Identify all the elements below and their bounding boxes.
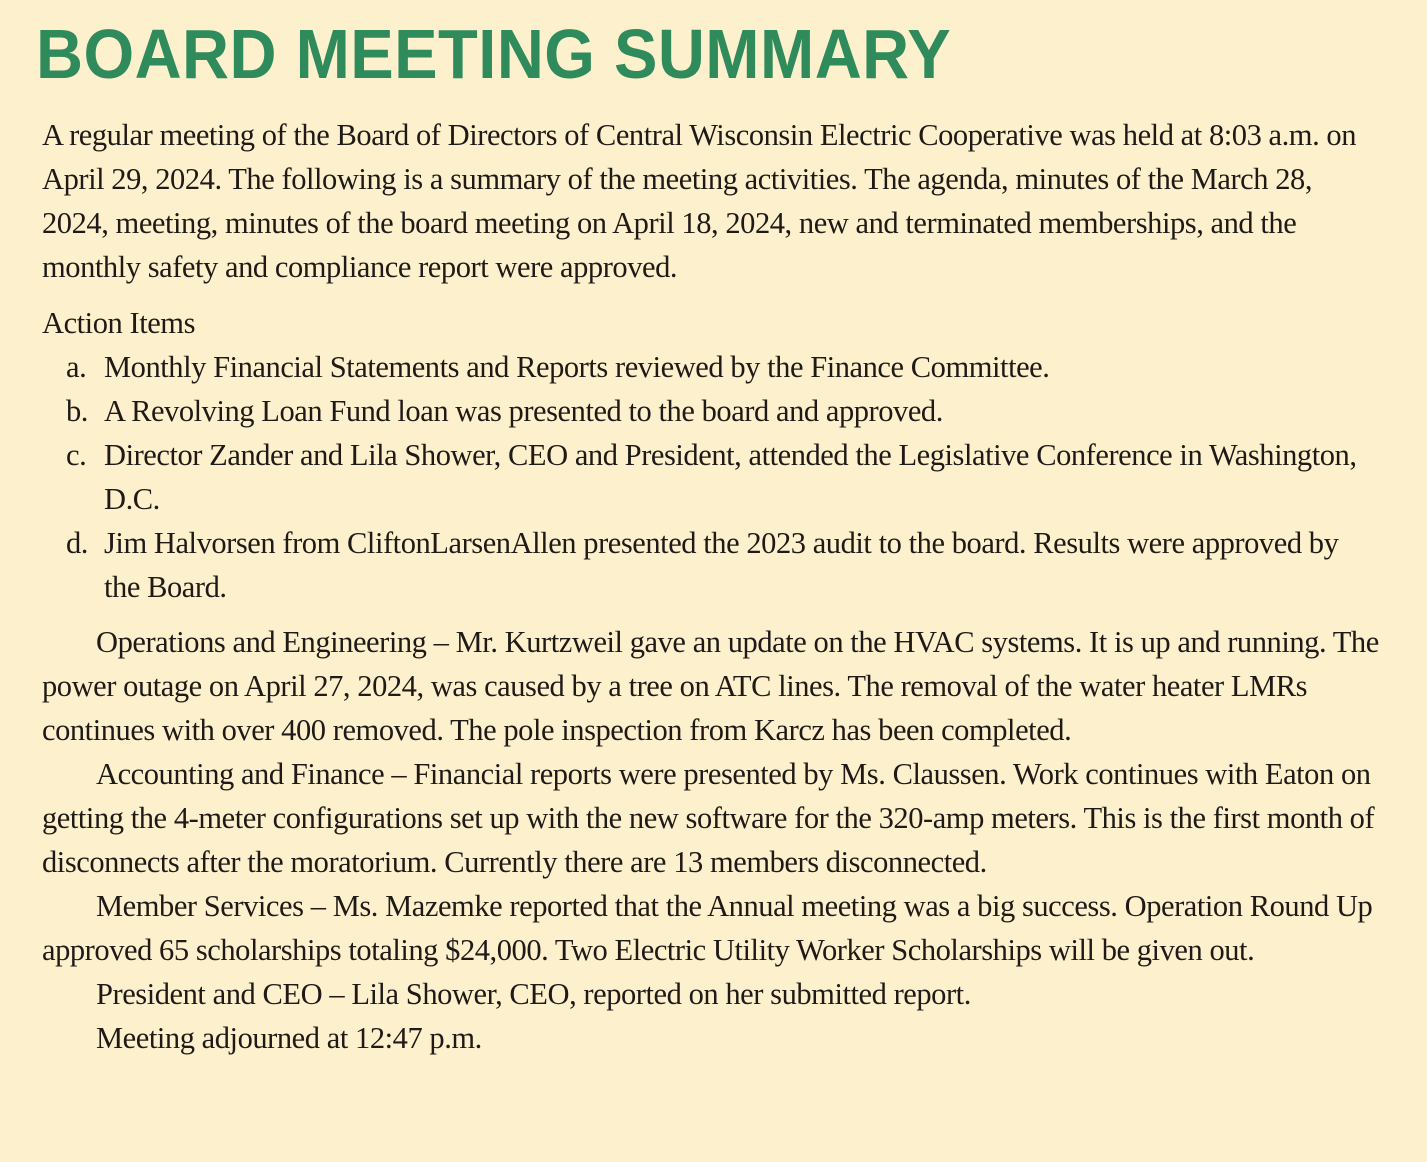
action-item-text: A Revolving Loan Fund loan was presented to the board and approved. (104, 394, 943, 428)
section-text: Meeting adjourned at 12:47 p.m. (96, 1021, 482, 1055)
section-member-services (42, 884, 1387, 972)
section-heading: Member Services – (96, 889, 333, 923)
action-item-marker: d. (66, 526, 88, 560)
action-item-text: Director Zander and Lila Shower, CEO and President, attended the Legislative Conference in Washington, D.C. (104, 438, 1357, 516)
section-president-ceo (42, 972, 1387, 1016)
action-items-list (42, 345, 1387, 609)
section-text: Financial reports were presented by Ms. Claussen. Work continues with Eaton on getting the 4-meter configurations set up with the new software for the 320-amp meters. This is the first month of disconnects after the moratorium. Currently there are 13 members disconnected. (42, 757, 1375, 879)
intro-paragraph: A regular meeting of the Board of Directors of Central Wisconsin Electric Cooperative was held at 8:03 a.m. on April 29, 2024. The following is a summary of the meeting activities. The agenda, minutes of the March 28, 2024, meeting, minutes of the board meeting on April 18, 2024, new and terminated memberships, and the monthly safety and compliance report were approved. (42, 118, 1357, 284)
section-text: Lila Shower, CEO, reported on her submitted report. (351, 977, 971, 1011)
action-item-b (42, 389, 1364, 433)
action-item-text: Jim Halvorsen from CliftonLarsenAllen presented the 2023 audit to the board. Results were approved by the Board. (104, 526, 1339, 604)
action-item-marker: b. (66, 394, 88, 428)
action-item-c (42, 433, 1364, 521)
action-item-text: Monthly Financial Statements and Reports reviewed by the Finance Committee. (104, 350, 1050, 384)
section-heading: Accounting and Finance – (96, 757, 414, 791)
action-item-d (42, 521, 1364, 609)
section-adjournment (42, 1016, 1387, 1060)
section-text: Ms. Mazemke reported that the Annual meeting was a big success. Operation Round Up approved 65 scholarships totaling $24,000. Two Electric Utility Worker Scholarships will be given out. (42, 889, 1373, 967)
section-heading: Operations and Engineering – (96, 625, 456, 659)
action-item-marker: c. (66, 438, 87, 472)
section-operations-engineering (42, 620, 1387, 752)
action-items-heading: Action Items (42, 306, 195, 340)
section-heading: President and CEO – (96, 977, 352, 1011)
page-title: BOARD MEETING SUMMARY (36, 15, 952, 93)
action-item-marker: a. (66, 350, 87, 384)
action-item-a (42, 345, 1364, 389)
section-accounting-finance (42, 752, 1387, 884)
section-text: Mr. Kurtzweil gave an update on the HVAC systems. It is up and running. The power outage on April 27, 2024, was caused by a tree on ATC lines. The removal of the water heater LMRs continues with over 400 removed. The pole inspection from Karcz has been completed. (42, 625, 1379, 747)
